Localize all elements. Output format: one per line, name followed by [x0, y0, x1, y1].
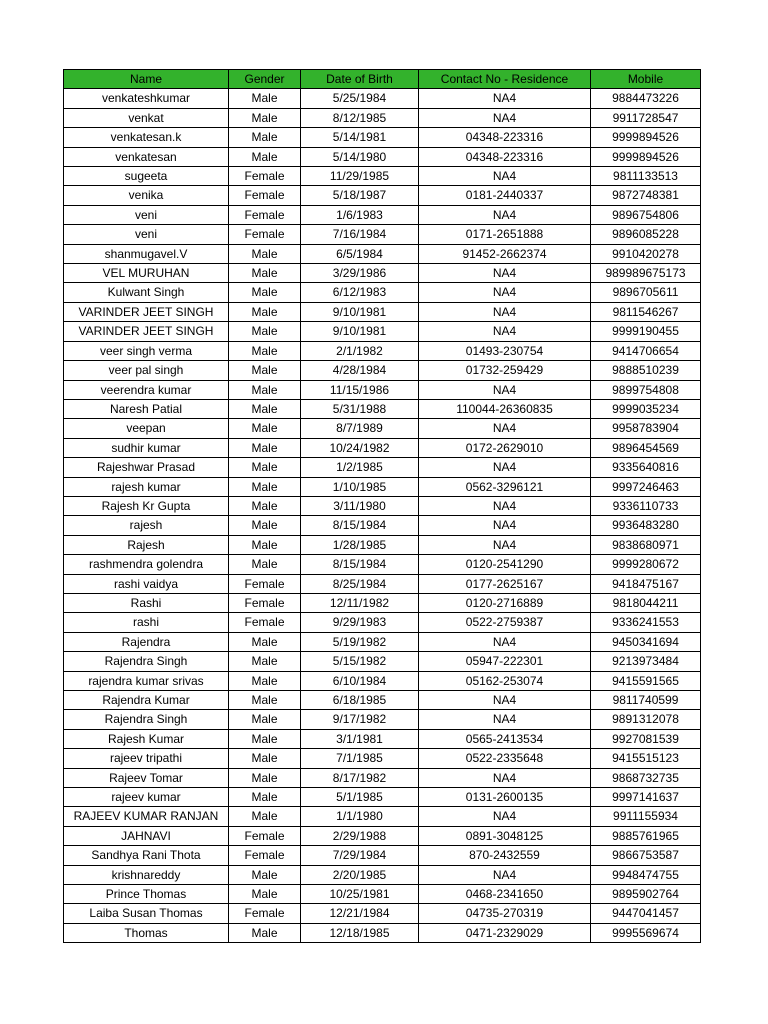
table-row — [64, 89, 701, 108]
cell-mobile: 9927081539 — [591, 729, 701, 748]
cell-gender: Male — [229, 768, 301, 787]
cell-mobile: 9999894526 — [591, 147, 701, 166]
cell-date-of-birth: 8/15/1984 — [301, 555, 419, 574]
table-row — [64, 710, 701, 729]
cell-mobile: 9336241553 — [591, 613, 701, 632]
cell-residence-contact: 0468-2341650 — [419, 885, 591, 904]
cell-name: Rajesh Kumar — [64, 729, 229, 748]
cell-name: veepan — [64, 419, 229, 438]
cell-name: rashi vaidya — [64, 574, 229, 593]
cell-date-of-birth: 8/17/1982 — [301, 768, 419, 787]
cell-gender: Male — [229, 671, 301, 690]
cell-gender: Male — [229, 788, 301, 807]
cell-gender: Female — [229, 167, 301, 186]
table-row — [64, 885, 701, 904]
cell-date-of-birth: 12/11/1982 — [301, 593, 419, 612]
cell-name: rajeev tripathi — [64, 749, 229, 768]
cell-date-of-birth: 9/10/1981 — [301, 302, 419, 321]
table-row — [64, 749, 701, 768]
cell-residence-contact: NA4 — [419, 535, 591, 554]
cell-residence-contact: 0562-3296121 — [419, 477, 591, 496]
cell-date-of-birth: 5/25/1984 — [301, 89, 419, 108]
cell-residence-contact: NA4 — [419, 264, 591, 283]
table-row — [64, 419, 701, 438]
cell-mobile: 9415515123 — [591, 749, 701, 768]
cell-mobile: 9885761965 — [591, 826, 701, 845]
cell-name: Rashi — [64, 593, 229, 612]
cell-name: Rajeev Tomar — [64, 768, 229, 787]
cell-name: venika — [64, 186, 229, 205]
cell-gender: Female — [229, 846, 301, 865]
table-row — [64, 516, 701, 535]
cell-gender: Male — [229, 477, 301, 496]
table-row — [64, 535, 701, 554]
cell-date-of-birth: 5/19/1982 — [301, 632, 419, 651]
cell-residence-contact: NA4 — [419, 691, 591, 710]
cell-name: RAJEEV KUMAR RANJAN — [64, 807, 229, 826]
cell-gender: Male — [229, 341, 301, 360]
cell-residence-contact: NA4 — [419, 516, 591, 535]
table-row — [64, 496, 701, 515]
cell-gender: Male — [229, 322, 301, 341]
cell-mobile: 9884473226 — [591, 89, 701, 108]
cell-mobile: 9415591565 — [591, 671, 701, 690]
cell-residence-contact: NA4 — [419, 322, 591, 341]
cell-mobile: 9911728547 — [591, 108, 701, 127]
cell-name: venkat — [64, 108, 229, 127]
cell-name: veer pal singh — [64, 361, 229, 380]
table-row — [64, 186, 701, 205]
cell-date-of-birth: 9/29/1983 — [301, 613, 419, 632]
cell-date-of-birth: 5/31/1988 — [301, 399, 419, 418]
cell-date-of-birth: 7/1/1985 — [301, 749, 419, 768]
cell-residence-contact: NA4 — [419, 205, 591, 224]
table-row — [64, 923, 701, 942]
cell-mobile: 9811133513 — [591, 167, 701, 186]
cell-name: VARINDER JEET SINGH — [64, 322, 229, 341]
cell-name: sudhir kumar — [64, 438, 229, 457]
cell-gender: Female — [229, 904, 301, 923]
cell-mobile: 9958783904 — [591, 419, 701, 438]
cell-date-of-birth: 1/2/1985 — [301, 458, 419, 477]
cell-name: JAHNAVI — [64, 826, 229, 845]
cell-gender: Male — [229, 89, 301, 108]
cell-mobile: 9948474755 — [591, 865, 701, 884]
cell-gender: Male — [229, 749, 301, 768]
cell-residence-contact: 0181-2440337 — [419, 186, 591, 205]
cell-date-of-birth: 2/20/1985 — [301, 865, 419, 884]
cell-gender: Male — [229, 710, 301, 729]
column-header-residence-contact: Contact No - Residence — [419, 70, 591, 89]
cell-gender: Female — [229, 225, 301, 244]
cell-gender: Male — [229, 729, 301, 748]
table-row — [64, 846, 701, 865]
cell-name: rajendra kumar srivas — [64, 671, 229, 690]
table-row — [64, 341, 701, 360]
cell-name: Rajendra Kumar — [64, 691, 229, 710]
cell-mobile: 9888510239 — [591, 361, 701, 380]
cell-residence-contact: NA4 — [419, 768, 591, 787]
cell-name: Rajendra Singh — [64, 710, 229, 729]
cell-residence-contact: 0471-2329029 — [419, 923, 591, 942]
cell-date-of-birth: 6/5/1984 — [301, 244, 419, 263]
table-row — [64, 302, 701, 321]
cell-name: veer singh verma — [64, 341, 229, 360]
cell-name: sugeeta — [64, 167, 229, 186]
cell-name: VARINDER JEET SINGH — [64, 302, 229, 321]
cell-mobile: 9896454569 — [591, 438, 701, 457]
cell-gender: Female — [229, 205, 301, 224]
cell-mobile: 989989675173 — [591, 264, 701, 283]
table-row — [64, 225, 701, 244]
table-row — [64, 904, 701, 923]
cell-residence-contact: 0565-2413534 — [419, 729, 591, 748]
cell-date-of-birth: 3/29/1986 — [301, 264, 419, 283]
cell-residence-contact: NA4 — [419, 167, 591, 186]
table-row — [64, 458, 701, 477]
cell-date-of-birth: 9/10/1981 — [301, 322, 419, 341]
cell-name: rajesh — [64, 516, 229, 535]
cell-gender: Male — [229, 632, 301, 651]
cell-date-of-birth: 5/14/1980 — [301, 147, 419, 166]
cell-mobile: 9999894526 — [591, 128, 701, 147]
cell-mobile: 9872748381 — [591, 186, 701, 205]
cell-gender: Male — [229, 516, 301, 535]
cell-date-of-birth: 8/25/1984 — [301, 574, 419, 593]
cell-name: shanmugavel.V — [64, 244, 229, 263]
cell-date-of-birth: 11/29/1985 — [301, 167, 419, 186]
cell-date-of-birth: 1/6/1983 — [301, 205, 419, 224]
cell-mobile: 9997141637 — [591, 788, 701, 807]
cell-mobile: 9447041457 — [591, 904, 701, 923]
cell-residence-contact: NA4 — [419, 710, 591, 729]
cell-gender: Male — [229, 147, 301, 166]
cell-date-of-birth: 1/1/1980 — [301, 807, 419, 826]
table-row — [64, 632, 701, 651]
cell-gender: Male — [229, 302, 301, 321]
cell-gender: Male — [229, 923, 301, 942]
cell-date-of-birth: 12/18/1985 — [301, 923, 419, 942]
cell-date-of-birth: 6/12/1983 — [301, 283, 419, 302]
cell-gender: Male — [229, 865, 301, 884]
table-row — [64, 264, 701, 283]
table-row — [64, 361, 701, 380]
cell-mobile: 9450341694 — [591, 632, 701, 651]
cell-date-of-birth: 7/29/1984 — [301, 846, 419, 865]
cell-gender: Male — [229, 283, 301, 302]
header-row — [64, 70, 701, 89]
cell-residence-contact: 0171-2651888 — [419, 225, 591, 244]
cell-residence-contact: 05162-253074 — [419, 671, 591, 690]
cell-name: Rajendra Singh — [64, 652, 229, 671]
cell-residence-contact: NA4 — [419, 865, 591, 884]
table-row — [64, 399, 701, 418]
cell-name: Rajesh Kr Gupta — [64, 496, 229, 515]
cell-gender: Male — [229, 128, 301, 147]
cell-name: veni — [64, 205, 229, 224]
cell-gender: Male — [229, 807, 301, 826]
table-body — [64, 89, 701, 943]
table-row — [64, 865, 701, 884]
cell-mobile: 9866753587 — [591, 846, 701, 865]
cell-residence-contact: 0522-2335648 — [419, 749, 591, 768]
cell-mobile: 9999280672 — [591, 555, 701, 574]
cell-mobile: 9995569674 — [591, 923, 701, 942]
cell-name: Kulwant Singh — [64, 283, 229, 302]
cell-name: Rajendra — [64, 632, 229, 651]
cell-residence-contact: 0172-2629010 — [419, 438, 591, 457]
cell-name: venkatesan.k — [64, 128, 229, 147]
cell-name: rajeev kumar — [64, 788, 229, 807]
cell-residence-contact: NA4 — [419, 807, 591, 826]
cell-residence-contact: 04348-223316 — [419, 128, 591, 147]
column-header-name: Name — [64, 70, 229, 89]
cell-gender: Female — [229, 613, 301, 632]
cell-gender: Female — [229, 593, 301, 612]
cell-residence-contact: 870-2432559 — [419, 846, 591, 865]
cell-name: Rajesh — [64, 535, 229, 554]
cell-date-of-birth: 4/28/1984 — [301, 361, 419, 380]
cell-date-of-birth: 11/15/1986 — [301, 380, 419, 399]
cell-residence-contact: NA4 — [419, 419, 591, 438]
cell-gender: Male — [229, 652, 301, 671]
cell-mobile: 9911155934 — [591, 807, 701, 826]
cell-date-of-birth: 8/7/1989 — [301, 419, 419, 438]
table-row — [64, 555, 701, 574]
cell-residence-contact: NA4 — [419, 283, 591, 302]
table-row — [64, 729, 701, 748]
cell-residence-contact: 04348-223316 — [419, 147, 591, 166]
cell-mobile: 9213973484 — [591, 652, 701, 671]
cell-date-of-birth: 2/1/1982 — [301, 341, 419, 360]
cell-date-of-birth: 5/18/1987 — [301, 186, 419, 205]
cell-date-of-birth: 5/15/1982 — [301, 652, 419, 671]
cell-gender: Male — [229, 264, 301, 283]
cell-residence-contact: 0120-2541290 — [419, 555, 591, 574]
cell-mobile: 9999190455 — [591, 322, 701, 341]
column-header-date-of-birth: Date of Birth — [301, 70, 419, 89]
cell-mobile: 9811546267 — [591, 302, 701, 321]
cell-date-of-birth: 7/16/1984 — [301, 225, 419, 244]
cell-name: Prince Thomas — [64, 885, 229, 904]
table-row — [64, 691, 701, 710]
cell-residence-contact: 01493-230754 — [419, 341, 591, 360]
table-row — [64, 826, 701, 845]
table-header — [64, 70, 701, 89]
cell-gender: Male — [229, 496, 301, 515]
column-header-mobile: Mobile — [591, 70, 701, 89]
cell-mobile: 9895902764 — [591, 885, 701, 904]
cell-name: VEL MURUHAN — [64, 264, 229, 283]
table-row — [64, 652, 701, 671]
cell-gender: Male — [229, 555, 301, 574]
table-row — [64, 477, 701, 496]
table-row — [64, 788, 701, 807]
table-row — [64, 244, 701, 263]
cell-name: Thomas — [64, 923, 229, 942]
cell-residence-contact: 0120-2716889 — [419, 593, 591, 612]
cell-gender: Male — [229, 885, 301, 904]
cell-date-of-birth: 6/10/1984 — [301, 671, 419, 690]
cell-gender: Male — [229, 535, 301, 554]
cell-gender: Male — [229, 361, 301, 380]
cell-residence-contact: NA4 — [419, 302, 591, 321]
cell-mobile: 9899754808 — [591, 380, 701, 399]
cell-name: rashi — [64, 613, 229, 632]
table-row — [64, 671, 701, 690]
table-row — [64, 574, 701, 593]
cell-date-of-birth: 10/24/1982 — [301, 438, 419, 457]
cell-residence-contact: 05947-222301 — [419, 652, 591, 671]
cell-mobile: 9418475167 — [591, 574, 701, 593]
table-row — [64, 283, 701, 302]
cell-mobile: 9335640816 — [591, 458, 701, 477]
cell-mobile: 9896085228 — [591, 225, 701, 244]
cell-residence-contact: 0131-2600135 — [419, 788, 591, 807]
cell-date-of-birth: 12/21/1984 — [301, 904, 419, 923]
cell-name: veerendra kumar — [64, 380, 229, 399]
cell-name: veni — [64, 225, 229, 244]
cell-residence-contact: NA4 — [419, 632, 591, 651]
cell-mobile: 9818044211 — [591, 593, 701, 612]
cell-mobile: 9868732735 — [591, 768, 701, 787]
table-row — [64, 438, 701, 457]
cell-mobile: 9811740599 — [591, 691, 701, 710]
table-row — [64, 167, 701, 186]
cell-date-of-birth: 8/15/1984 — [301, 516, 419, 535]
cell-date-of-birth: 3/1/1981 — [301, 729, 419, 748]
cell-date-of-birth: 8/12/1985 — [301, 108, 419, 127]
cell-date-of-birth: 3/11/1980 — [301, 496, 419, 515]
cell-gender: Male — [229, 458, 301, 477]
contacts-table — [63, 69, 701, 943]
table-row — [64, 807, 701, 826]
cell-residence-contact: NA4 — [419, 458, 591, 477]
cell-gender: Male — [229, 399, 301, 418]
cell-name: venkateshkumar — [64, 89, 229, 108]
cell-date-of-birth: 1/10/1985 — [301, 477, 419, 496]
cell-gender: Male — [229, 438, 301, 457]
cell-name: rashmendra golendra — [64, 555, 229, 574]
cell-mobile: 9891312078 — [591, 710, 701, 729]
cell-mobile: 9896705611 — [591, 283, 701, 302]
cell-residence-contact: 0177-2625167 — [419, 574, 591, 593]
cell-residence-contact: 91452-2662374 — [419, 244, 591, 263]
cell-residence-contact: NA4 — [419, 380, 591, 399]
column-header-gender: Gender — [229, 70, 301, 89]
cell-gender: Male — [229, 691, 301, 710]
cell-mobile: 9336110733 — [591, 496, 701, 515]
cell-name: Naresh Patial — [64, 399, 229, 418]
cell-mobile: 9997246463 — [591, 477, 701, 496]
cell-mobile: 9896754806 — [591, 205, 701, 224]
cell-residence-contact: 0522-2759387 — [419, 613, 591, 632]
cell-name: rajesh kumar — [64, 477, 229, 496]
cell-name: Laiba Susan Thomas — [64, 904, 229, 923]
table-row — [64, 613, 701, 632]
cell-name: krishnareddy — [64, 865, 229, 884]
cell-name: Rajeshwar Prasad — [64, 458, 229, 477]
cell-date-of-birth: 9/17/1982 — [301, 710, 419, 729]
cell-residence-contact: NA4 — [419, 108, 591, 127]
cell-name: venkatesan — [64, 147, 229, 166]
table-row — [64, 108, 701, 127]
table-row — [64, 768, 701, 787]
cell-date-of-birth: 5/14/1981 — [301, 128, 419, 147]
table-row — [64, 322, 701, 341]
cell-name: Sandhya Rani Thota — [64, 846, 229, 865]
cell-gender: Male — [229, 419, 301, 438]
cell-residence-contact: 04735-270319 — [419, 904, 591, 923]
cell-mobile: 9999035234 — [591, 399, 701, 418]
cell-residence-contact: NA4 — [419, 496, 591, 515]
cell-residence-contact: NA4 — [419, 89, 591, 108]
cell-residence-contact: 01732-259429 — [419, 361, 591, 380]
table-row — [64, 205, 701, 224]
table-row — [64, 593, 701, 612]
cell-date-of-birth: 5/1/1985 — [301, 788, 419, 807]
table-row — [64, 147, 701, 166]
cell-gender: Female — [229, 574, 301, 593]
cell-date-of-birth: 10/25/1981 — [301, 885, 419, 904]
cell-date-of-birth: 2/29/1988 — [301, 826, 419, 845]
cell-residence-contact: 110044-26360835 — [419, 399, 591, 418]
cell-residence-contact: 0891-3048125 — [419, 826, 591, 845]
cell-date-of-birth: 1/28/1985 — [301, 535, 419, 554]
cell-mobile: 9838680971 — [591, 535, 701, 554]
cell-gender: Male — [229, 244, 301, 263]
cell-mobile: 9414706654 — [591, 341, 701, 360]
cell-gender: Male — [229, 108, 301, 127]
table-row — [64, 128, 701, 147]
cell-mobile: 9936483280 — [591, 516, 701, 535]
table-row — [64, 380, 701, 399]
cell-date-of-birth: 6/18/1985 — [301, 691, 419, 710]
cell-gender: Female — [229, 826, 301, 845]
cell-mobile: 9910420278 — [591, 244, 701, 263]
cell-gender: Male — [229, 380, 301, 399]
cell-gender: Female — [229, 186, 301, 205]
